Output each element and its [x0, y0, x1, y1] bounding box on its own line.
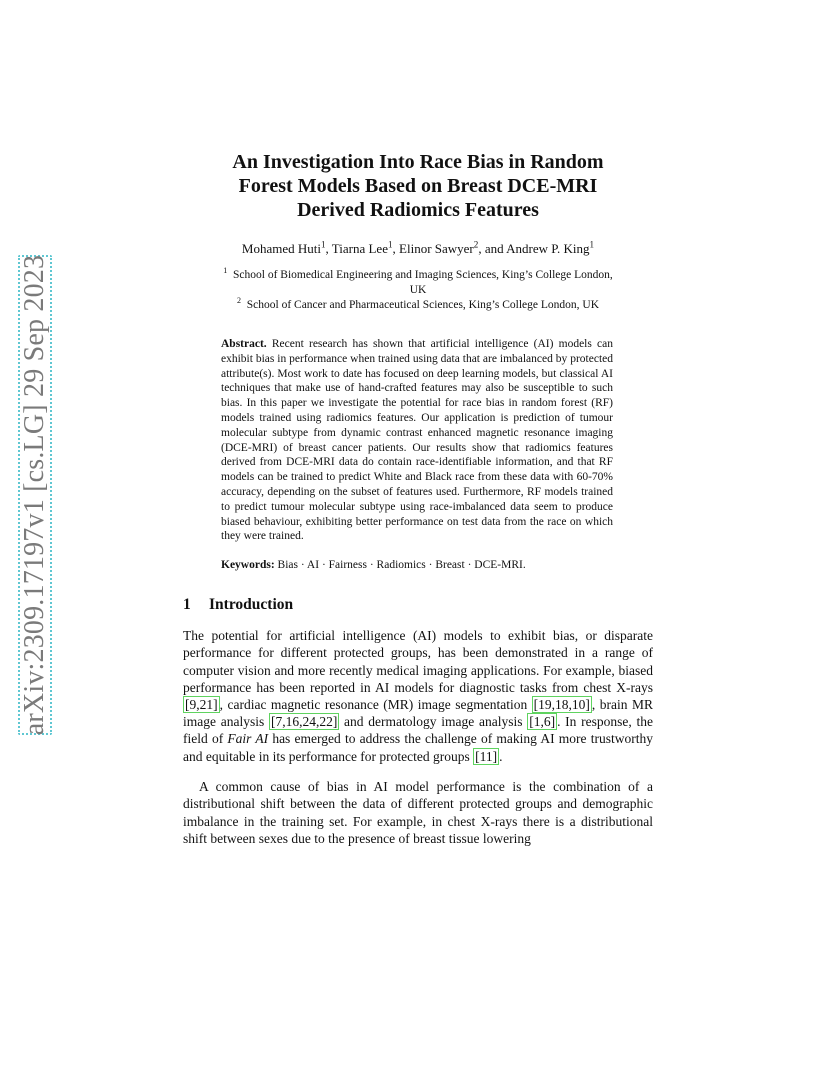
abstract-label: Abstract.	[221, 338, 267, 350]
body-text: . In response, the field of	[183, 714, 654, 747]
arxiv-identifier: arXiv:2309.17197v1 [cs.LG] 29 Sep 2023	[19, 254, 50, 736]
affiliation-text: School of Biomedical Engineering and Imaging Sciences, King’s College London,	[233, 269, 613, 281]
keywords-text: Bias · AI · Fairness · Radiomics · Breast · DCE-MRI.	[277, 559, 526, 572]
affiliation-number: 1	[223, 266, 228, 276]
affiliation-2	[183, 298, 653, 313]
body-text: .	[499, 748, 503, 764]
affiliation-text: School of Cancer and Pharmaceutical Sciences, King’s College London, UK	[246, 299, 600, 311]
section-number: 1	[183, 596, 191, 614]
body-text: , cardiac magnetic resonance (MR) image segmentation	[219, 696, 532, 712]
author-affiliation-mark: 1	[320, 239, 326, 250]
paper-page	[183, 150, 653, 861]
affiliation-number: 2	[236, 296, 241, 306]
keywords-label: Keywords:	[221, 559, 275, 572]
author-separator: ,	[325, 241, 332, 256]
author-affiliation-mark: 1	[589, 239, 595, 250]
intro-paragraph-2: A common cause of bias in AI model performance is the combination of a distributional shift between the data of different protected groups and demographic imbalance in the training set. For example, in chest X-rays there is a distributional shift between sexes due to the presence of breast tissue lowering	[183, 779, 653, 846]
affiliation-list	[183, 268, 653, 313]
arxiv-identifier-stamp	[18, 255, 52, 735]
body-text: has emerged to address the challenge of making AI more trustworthy and equitable in its performance for protected groups	[183, 731, 653, 764]
title-line: Forest Models Based on Breast DCE-MRI	[238, 175, 598, 197]
affiliation-1-continued: UK	[409, 284, 427, 296]
abstract	[221, 337, 613, 544]
emphasis-text: Fair AI	[227, 731, 269, 747]
body-text: and dermatology image analysis	[339, 714, 528, 730]
author-name: Elinor Sawyer	[399, 241, 474, 256]
section-title: Introduction	[209, 596, 294, 614]
author-separator: , and	[478, 241, 507, 256]
citation-link[interactable]: [19,18,10]	[533, 696, 590, 712]
citation-link[interactable]: [9,21]	[185, 696, 218, 712]
body-text: , brain MR image analysis	[183, 696, 653, 730]
author-name: Andrew P. King	[506, 241, 590, 256]
title-line: An Investigation Into Race Bias in Random	[232, 151, 604, 173]
author-name: Tiarna Lee	[331, 241, 388, 256]
affiliation-1	[183, 268, 653, 283]
keywords	[221, 558, 613, 573]
citation-link[interactable]: [7,16,24,22]	[270, 714, 338, 730]
author-affiliation-mark: 2	[473, 239, 479, 250]
author-separator: ,	[392, 241, 400, 256]
paper-title	[183, 150, 653, 222]
body-text: The potential for artificial intelligence (AI) models to exhibit bias, or disparate performance for different protected groups, has been demonstrated in a range of computer vision and more recently medical imaging applications. For example, biased performance has been reported in AI models for diagnostic tasks from chest X-rays	[183, 628, 653, 695]
citation-link[interactable]: [11]	[475, 748, 498, 764]
author-list	[183, 240, 653, 258]
section-heading	[183, 595, 653, 615]
author-name: Mohamed Huti	[241, 241, 321, 256]
citation-link[interactable]: [1,6]	[529, 714, 556, 730]
author-affiliation-mark: 1	[387, 239, 393, 250]
abstract-text: Recent research has shown that artificial intelligence (AI) models can exhibit bias in performance when trained using data that are imbalanced by protected attribute(s). Most work to date has focused on deep learning models, but classical AI techniques that make use of hand-crafted features may also be susceptible to such bias. In this paper we investigate the potential for race bias in random forest (RF) models trained using radiomics features. Our application is prediction of tumour molecular subtype from dynamic contrast enhanced magnetic resonance imaging (DCE-MRI) of breast cancer patients. Our results show that radiomics features derived from DCE-MRI data do contain race-identifiable information, and that RF models can be trained to predict White and Black race from these data with 60-70% accuracy, depending on the subset of features used. Furthermore, RF models trained to predict tumour molecular subtype using race-imbalanced data seem to produce biased behaviour, exhibiting better performance on test data from the race on which they were trained.	[221, 338, 614, 543]
intro-paragraph-1	[183, 627, 653, 765]
title-line: Derived Radiomics Features	[297, 199, 539, 221]
